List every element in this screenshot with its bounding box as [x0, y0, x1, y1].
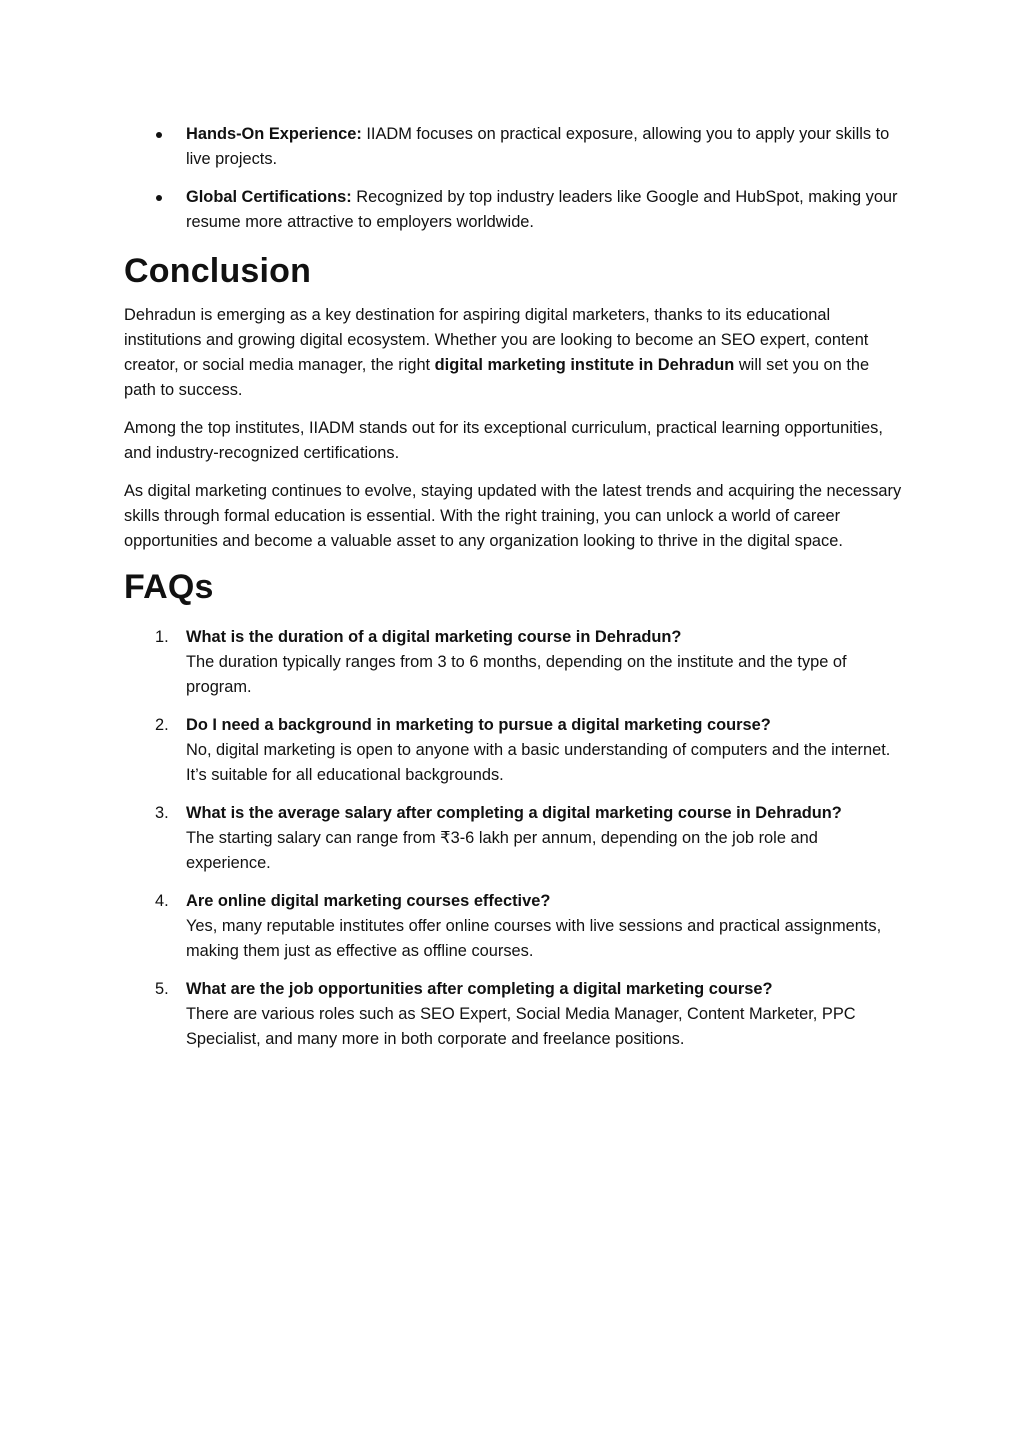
faq-answer: There are various roles such as SEO Expert, Social Media Manager, Content Marketer, PPC Specialist, and many more in both corporate and freelance positions. [186, 1005, 856, 1048]
document-page [124, 122, 904, 1065]
keyword-bold: digital marketing institute in Dehradun [434, 356, 735, 374]
faq-answer: Yes, many reputable institutes offer online courses with live sessions and practical assignments, making them just as effective as offline courses. [186, 917, 882, 960]
faq-question: What is the duration of a digital marketing course in Dehradun? [186, 628, 682, 646]
faq-number: 5. [155, 980, 169, 998]
benefit-item-hands-on [124, 122, 904, 172]
bullet-icon [156, 132, 162, 138]
benefit-text: Recognized by top industry leaders like Google and HubSpot, making your resume more attractive to employers worldwide. [186, 188, 898, 231]
paragraph-text: Dehradun is emerging as a key destination for aspiring digital marketers, thanks to its educational institutions and growing digital ecosystem. Whether you are looking to become an SEO expert, content creator, or social media manager, the right [124, 306, 869, 374]
faq-number: 3. [155, 804, 169, 822]
faq-list [124, 625, 904, 1052]
faq-item [124, 625, 904, 700]
faq-answer: The starting salary can range from ₹3-6 lakh per annum, depending on the job role and experience. [186, 829, 818, 872]
faq-item [124, 801, 904, 876]
conclusion-paragraph-1 [124, 303, 904, 403]
benefit-term: Global Certifications: [186, 188, 352, 206]
paragraph-text: will set you on the path to success. [124, 356, 870, 399]
faq-item [124, 889, 904, 964]
faq-answer: The duration typically ranges from 3 to 6 months, depending on the institute and the type of program. [186, 653, 847, 696]
faqs-heading: FAQs [124, 568, 214, 606]
benefit-text: IIADM focuses on practical exposure, allowing you to apply your skills to live projects. [186, 125, 890, 168]
faq-question: Do I need a background in marketing to pursue a digital marketing course? [186, 716, 771, 734]
faq-number: 4. [155, 892, 169, 910]
faq-question: What are the job opportunities after completing a digital marketing course? [186, 980, 773, 998]
faq-number: 1. [155, 628, 169, 646]
benefit-term: Hands-On Experience: [186, 125, 362, 143]
faq-number: 2. [155, 716, 169, 734]
faq-item [124, 713, 904, 788]
conclusion-paragraph-2: Among the top institutes, IIADM stands out for its exceptional curriculum, practical learning opportunities, and industry-recognized certifications. [124, 419, 883, 462]
benefit-item-certifications [124, 185, 904, 235]
faq-question: What is the average salary after completing a digital marketing course in Dehradun? [186, 804, 842, 822]
faq-question: Are online digital marketing courses effective? [186, 892, 551, 910]
benefits-list [124, 122, 904, 235]
faq-answer: No, digital marketing is open to anyone with a basic understanding of computers and the internet. It’s suitable for all educational backgrounds. [186, 741, 891, 784]
conclusion-paragraph-3: As digital marketing continues to evolve, staying updated with the latest trends and acquiring the necessary skills through formal education is essential. With the right training, you can unlock a world of career opportunities and become a valuable asset to any organization looking to thrive in the digital space. [124, 482, 902, 550]
faq-item [124, 977, 904, 1052]
conclusion-heading: Conclusion [124, 252, 312, 290]
bullet-icon [156, 195, 162, 201]
